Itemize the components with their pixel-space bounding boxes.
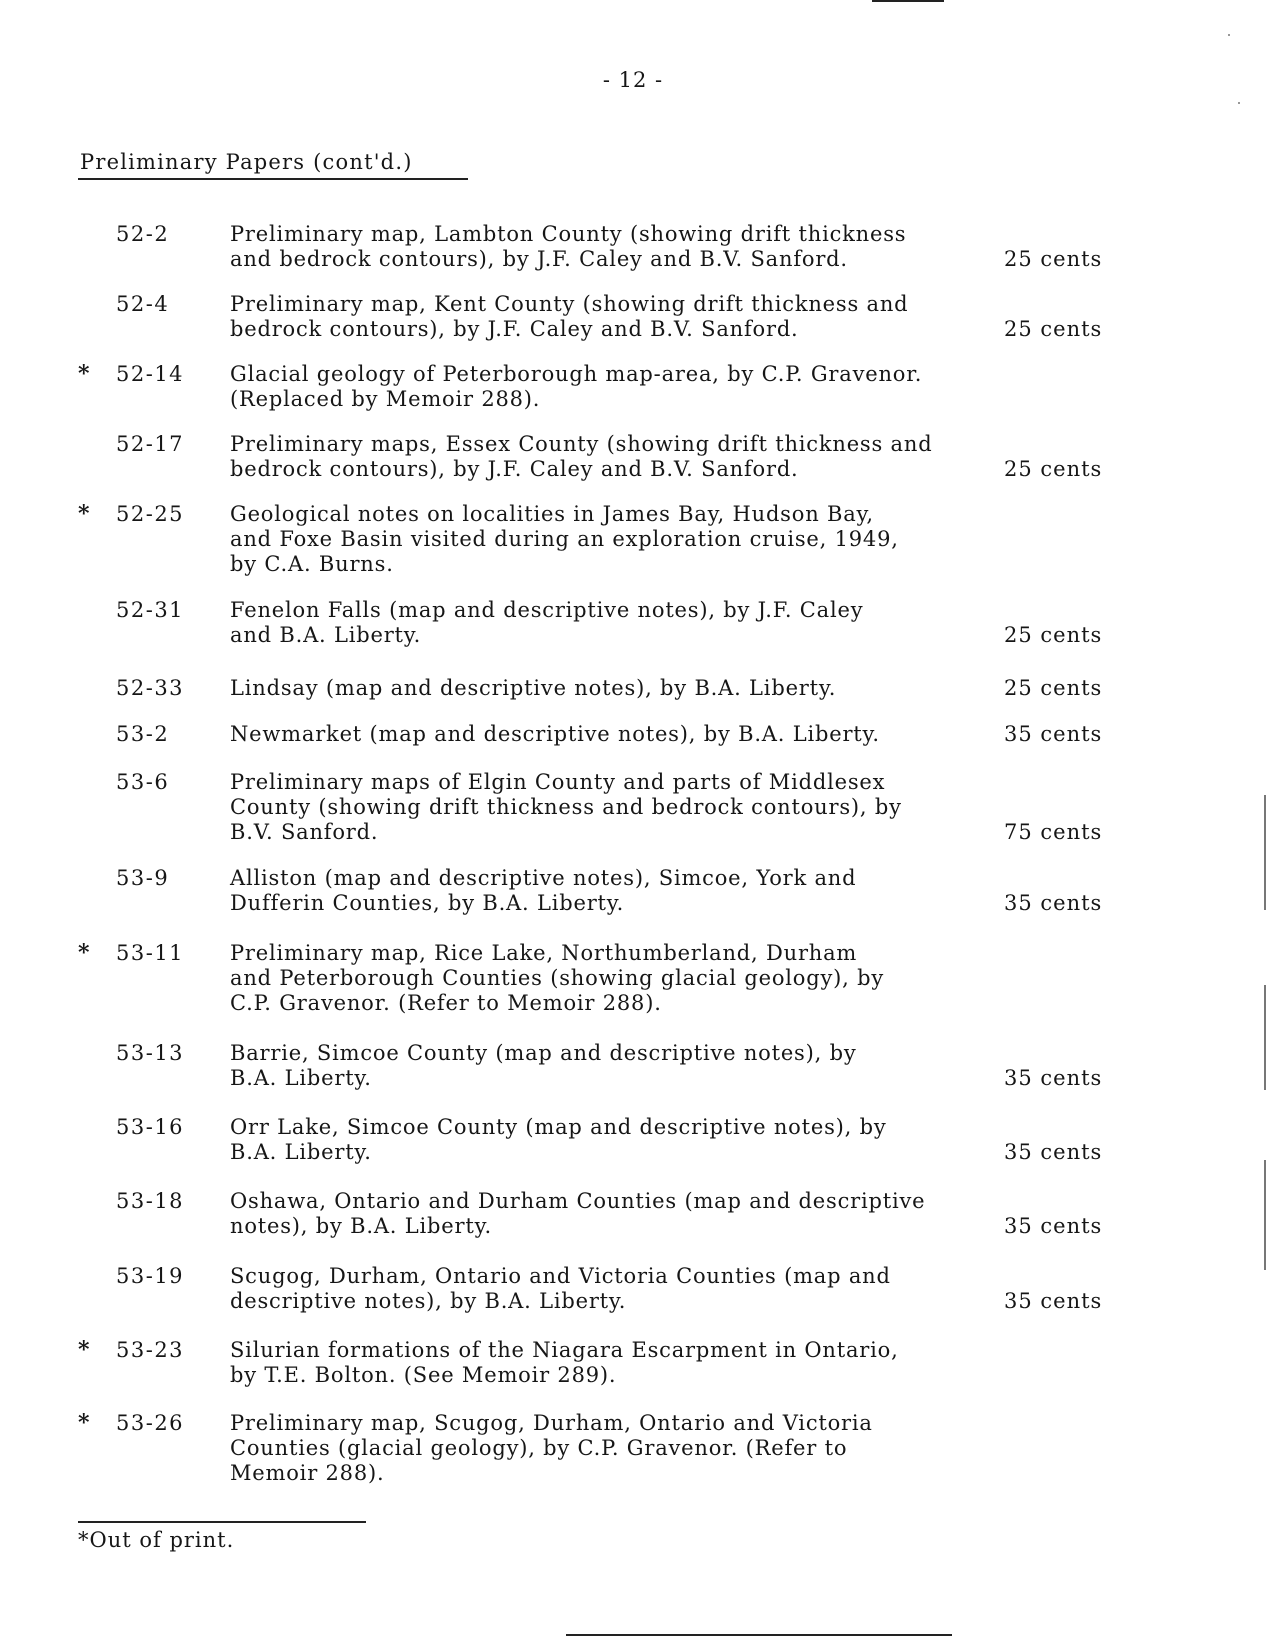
paper-description bbox=[230, 1264, 1010, 1314]
paper-price: 35 cents bbox=[1004, 722, 1103, 746]
paper-description bbox=[230, 866, 1010, 916]
paper-number: 53-13 bbox=[116, 1041, 185, 1065]
description-line: Geological notes on localities in James Bay, Hudson Bay, bbox=[230, 502, 874, 526]
paper-price: 25 cents bbox=[1004, 676, 1103, 700]
scan-edge-mark bbox=[566, 1634, 952, 1636]
description-line: Newmarket (map and descriptive notes), by B.A. Liberty. bbox=[230, 722, 880, 746]
paper-price: 25 cents bbox=[1004, 317, 1103, 341]
paper-price: 25 cents bbox=[1004, 457, 1103, 481]
paper-price: 35 cents bbox=[1004, 1066, 1103, 1090]
paper-number: 53-9 bbox=[116, 866, 170, 890]
description-line: descriptive notes), by B.A. Liberty. bbox=[230, 1289, 627, 1313]
description-line: Preliminary map, Scugog, Durham, Ontario and Victoria bbox=[230, 1411, 873, 1435]
paper-number: 52-14 bbox=[116, 362, 185, 386]
description-line: by T.E. Bolton. (See Memoir 289). bbox=[230, 1363, 617, 1387]
paper-description bbox=[230, 1189, 1010, 1239]
paper-description bbox=[230, 676, 1010, 701]
scan-speck bbox=[1238, 102, 1240, 104]
paper-description bbox=[230, 941, 1010, 1016]
paper-description bbox=[230, 362, 1010, 412]
out-of-print-mark: * bbox=[78, 361, 90, 387]
footnote-rule bbox=[78, 1521, 366, 1523]
description-line: bedrock contours), by J.F. Caley and B.V. Sanford. bbox=[230, 317, 799, 341]
paper-number: 53-11 bbox=[116, 941, 185, 965]
description-line: Preliminary maps, Essex County (showing drift thickness and bbox=[230, 432, 933, 456]
scan-edge-mark bbox=[872, 0, 944, 2]
scan-speck bbox=[1228, 34, 1230, 36]
paper-price: 35 cents bbox=[1004, 891, 1103, 915]
paper-number: 52-4 bbox=[116, 292, 170, 316]
description-line: Lindsay (map and descriptive notes), by B.A. Liberty. bbox=[230, 676, 837, 700]
description-line: B.A. Liberty. bbox=[230, 1066, 372, 1090]
paper-description bbox=[230, 722, 1010, 747]
description-line: and Foxe Basin visited during an exploration cruise, 1949, bbox=[230, 527, 899, 551]
description-line: Oshawa, Ontario and Durham Counties (map and descriptive bbox=[230, 1189, 926, 1213]
description-line: Silurian formations of the Niagara Escarpment in Ontario, bbox=[230, 1338, 899, 1362]
paper-number: 52-31 bbox=[116, 598, 185, 622]
paper-number: 53-19 bbox=[116, 1264, 185, 1288]
paper-number: 53-23 bbox=[116, 1338, 185, 1362]
out-of-print-mark: * bbox=[78, 940, 90, 966]
paper-number: 52-2 bbox=[116, 222, 170, 246]
paper-description bbox=[230, 1338, 1010, 1388]
paper-number: 53-18 bbox=[116, 1189, 185, 1213]
paper-price: 25 cents bbox=[1004, 247, 1103, 271]
description-line: bedrock contours), by J.F. Caley and B.V. Sanford. bbox=[230, 457, 799, 481]
description-line: Fenelon Falls (map and descriptive notes), by J.F. Caley bbox=[230, 598, 864, 622]
description-line: by C.A. Burns. bbox=[230, 552, 394, 576]
paper-number: 52-25 bbox=[116, 502, 185, 526]
paper-price: 35 cents bbox=[1004, 1289, 1103, 1313]
paper-price: 75 cents bbox=[1004, 820, 1103, 844]
paper-number: 53-6 bbox=[116, 770, 170, 794]
description-line: County (showing drift thickness and bedrock contours), by bbox=[230, 795, 902, 819]
description-line: Orr Lake, Simcoe County (map and descriptive notes), by bbox=[230, 1115, 887, 1139]
footnote: *Out of print. bbox=[78, 1528, 235, 1552]
paper-number: 52-17 bbox=[116, 432, 185, 456]
heading-underline bbox=[78, 178, 468, 180]
out-of-print-mark: * bbox=[78, 501, 90, 527]
description-line: Preliminary maps of Elgin County and parts of Middlesex bbox=[230, 770, 886, 794]
paper-description bbox=[230, 222, 1010, 272]
description-line: and B.A. Liberty. bbox=[230, 623, 422, 647]
description-line: notes), by B.A. Liberty. bbox=[230, 1214, 492, 1238]
section-heading: Preliminary Papers (cont'd.) bbox=[80, 150, 413, 174]
description-line: Counties (glacial geology), by C.P. Gravenor. (Refer to bbox=[230, 1436, 848, 1460]
paper-description bbox=[230, 292, 1010, 342]
paper-description bbox=[230, 1411, 1010, 1486]
paper-price: 35 cents bbox=[1004, 1140, 1103, 1164]
paper-description bbox=[230, 598, 1010, 648]
description-line: and Peterborough Counties (showing glacial geology), by bbox=[230, 966, 884, 990]
description-line: Preliminary map, Kent County (showing drift thickness and bbox=[230, 292, 909, 316]
description-line: B.A. Liberty. bbox=[230, 1140, 372, 1164]
paper-number: 52-33 bbox=[116, 676, 185, 700]
paper-description bbox=[230, 432, 1010, 482]
paper-price: 35 cents bbox=[1004, 1214, 1103, 1238]
paper-number: 53-16 bbox=[116, 1115, 185, 1139]
description-line: Alliston (map and descriptive notes), Simcoe, York and bbox=[230, 866, 857, 890]
description-line: Scugog, Durham, Ontario and Victoria Counties (map and bbox=[230, 1264, 891, 1288]
paper-description bbox=[230, 1041, 1010, 1091]
page-number: - 12 - bbox=[602, 68, 664, 92]
description-line: Glacial geology of Peterborough map-area, by C.P. Gravenor. bbox=[230, 362, 923, 386]
description-line: Preliminary map, Lambton County (showing drift thickness bbox=[230, 222, 907, 246]
paper-description bbox=[230, 770, 1010, 845]
paper-number: 53-2 bbox=[116, 722, 170, 746]
out-of-print-mark: * bbox=[78, 1410, 90, 1436]
paper-price: 25 cents bbox=[1004, 623, 1103, 647]
description-line: C.P. Gravenor. (Refer to Memoir 288). bbox=[230, 991, 662, 1015]
description-line: Preliminary map, Rice Lake, Northumberland, Durham bbox=[230, 941, 858, 965]
description-line: Barrie, Simcoe County (map and descriptive notes), by bbox=[230, 1041, 857, 1065]
description-line: Dufferin Counties, by B.A. Liberty. bbox=[230, 891, 625, 915]
paper-description bbox=[230, 1115, 1010, 1165]
description-line: Memoir 288). bbox=[230, 1461, 385, 1485]
description-line: (Replaced by Memoir 288). bbox=[230, 387, 541, 411]
paper-number: 53-26 bbox=[116, 1411, 185, 1435]
paper-description bbox=[230, 502, 1010, 577]
description-line: and bedrock contours), by J.F. Caley and B.V. Sanford. bbox=[230, 247, 848, 271]
description-line: B.V. Sanford. bbox=[230, 820, 379, 844]
out-of-print-mark: * bbox=[78, 1337, 90, 1363]
